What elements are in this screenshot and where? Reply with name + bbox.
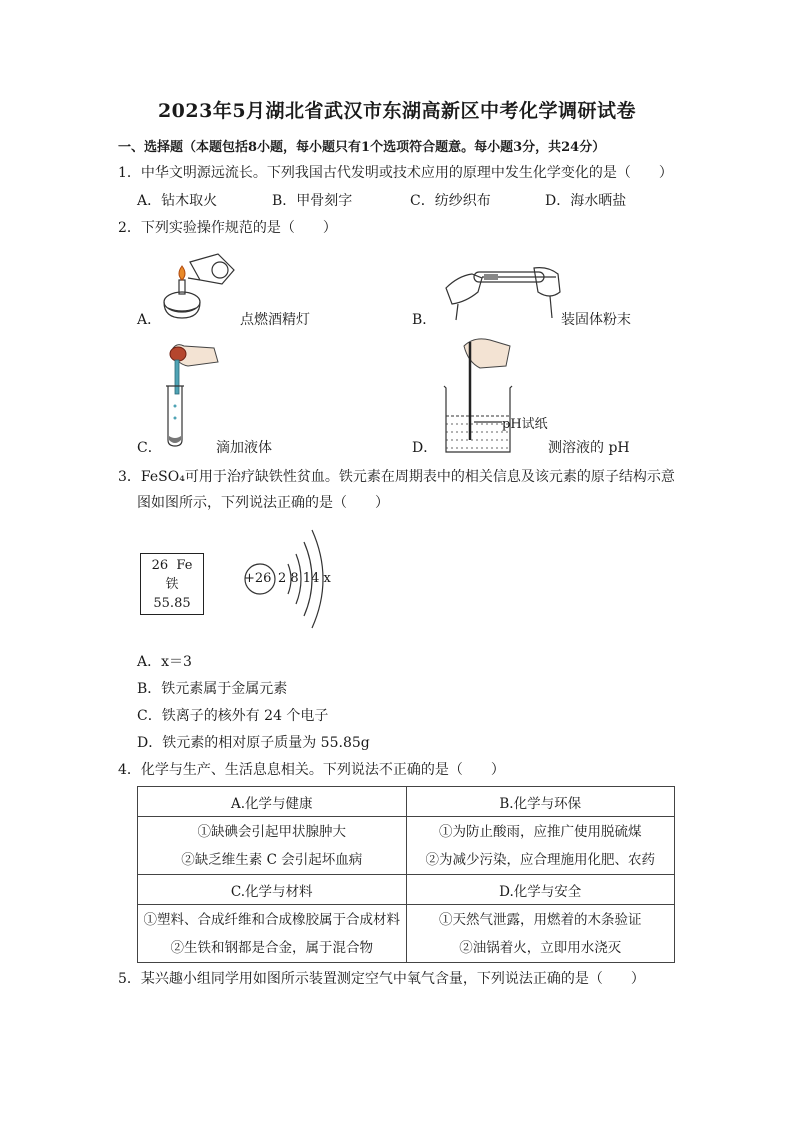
q2-option-b-letter: B． bbox=[412, 312, 437, 328]
q4-cell-a-head: A.化学与健康 bbox=[138, 787, 407, 817]
q2-option-c-letter: C． bbox=[137, 440, 162, 456]
section-heading: 一、选择题（本题包括8小题，每小题只有1个选项符合题意。每小题3分，共24分） bbox=[118, 140, 606, 155]
q1-option-d: D．海水晒盐 bbox=[545, 193, 627, 209]
question-3-stem-line1: 3．FeSO₄可用于治疗缺铁性贫血。铁元素在周期表中的相关信息及该元素的原子结构示意 bbox=[118, 469, 675, 485]
q4-cell-d-body bbox=[406, 905, 675, 963]
q1-option-b: B．甲骨刻字 bbox=[272, 193, 353, 209]
element-mass: 55.85 bbox=[153, 596, 191, 611]
q2-option-b-caption: 装固体粉末 bbox=[561, 312, 631, 328]
q2-option-c-caption: 滴加液体 bbox=[216, 440, 272, 456]
question-2-stem: 2．下列实验操作规范的是（ ） bbox=[118, 220, 337, 236]
q2-option-d-caption: 测溶液的 pH bbox=[548, 440, 630, 456]
atom-nucleus-charge: +26 bbox=[244, 571, 272, 586]
q1-option-a: A．钻木取火 bbox=[137, 193, 218, 209]
q4-cell-d-head: D.化学与安全 bbox=[406, 875, 675, 905]
q4-cell-b-body bbox=[406, 817, 675, 875]
question-3-stem-line2: 图如图所示，下列说法正确的是（ ） bbox=[137, 495, 389, 511]
atom-shell-electrons: 2 8 14 x bbox=[278, 571, 331, 586]
question-5-stem: 5．某兴趣小组同学用如图所示装置测定空气中氧气含量，下列说法正确的是（ ） bbox=[118, 971, 645, 987]
q2-option-a-letter: A． bbox=[137, 312, 162, 328]
q4-c-line1: ①塑料、合成纤维和合成橡胶属于合成材料 bbox=[143, 911, 400, 928]
q3-option-b: B．铁元素属于金属元素 bbox=[137, 681, 288, 697]
element-symbol: Fe bbox=[176, 558, 193, 573]
q3-option-a: A．x＝3 bbox=[137, 654, 192, 670]
q4-options-table bbox=[137, 786, 675, 963]
q3-option-c: C．铁离子的核外有 24 个电子 bbox=[137, 708, 329, 724]
alcohol-lamp-illustration bbox=[160, 250, 240, 325]
q2-option-a-caption: 点燃酒精灯 bbox=[240, 312, 310, 328]
question-4-stem: 4．化学与生产、生活息息相关。下列说法不正确的是（ ） bbox=[118, 762, 505, 778]
page-title: 2023年5月湖北省武汉市东湖高新区中考化学调研试卷 bbox=[157, 100, 637, 122]
ph-test-illustration bbox=[440, 336, 520, 456]
q4-b-line1: ①为防止酸雨，应推广使用脱硫煤 bbox=[439, 823, 642, 840]
element-name: 铁 bbox=[165, 577, 179, 592]
q3-option-d: D．铁元素的相对原子质量为 55.85g bbox=[137, 735, 370, 751]
q4-a-line1: ①缺碘会引起甲状腺肿大 bbox=[197, 823, 346, 840]
q4-d-line1: ①天然气泄露，用燃着的木条验证 bbox=[439, 911, 642, 928]
q4-cell-c-head: C.化学与材料 bbox=[138, 875, 407, 905]
q4-cell-c-body bbox=[138, 905, 407, 963]
ph-paper-label: pH试纸 bbox=[502, 417, 548, 432]
q4-b-line2: ②为减少污染，应合理施用化肥、农药 bbox=[425, 851, 655, 868]
q1-option-c: C．纺纱织布 bbox=[410, 193, 491, 209]
periodic-element-cell bbox=[140, 553, 204, 615]
q4-cell-a-body bbox=[138, 817, 407, 875]
element-number: 26 bbox=[151, 558, 169, 573]
q2-option-d-letter: D． bbox=[412, 440, 438, 456]
q4-d-line2: ②油锅着火，立即用水浇灭 bbox=[459, 939, 622, 956]
dropper-illustration bbox=[158, 340, 222, 448]
question-1-stem: 1．中华文明源远流长。下列我国古代发明或技术应用的原理中发生化学变化的是（ ） bbox=[118, 165, 673, 181]
q4-a-line2: ②缺乏维生素 C 会引起坏血病 bbox=[181, 851, 363, 868]
q4-cell-b-head: B.化学与环保 bbox=[406, 787, 675, 817]
q4-c-line2: ②生铁和钢都是合金，属于混合物 bbox=[170, 939, 373, 956]
powder-loading-illustration bbox=[438, 258, 568, 322]
